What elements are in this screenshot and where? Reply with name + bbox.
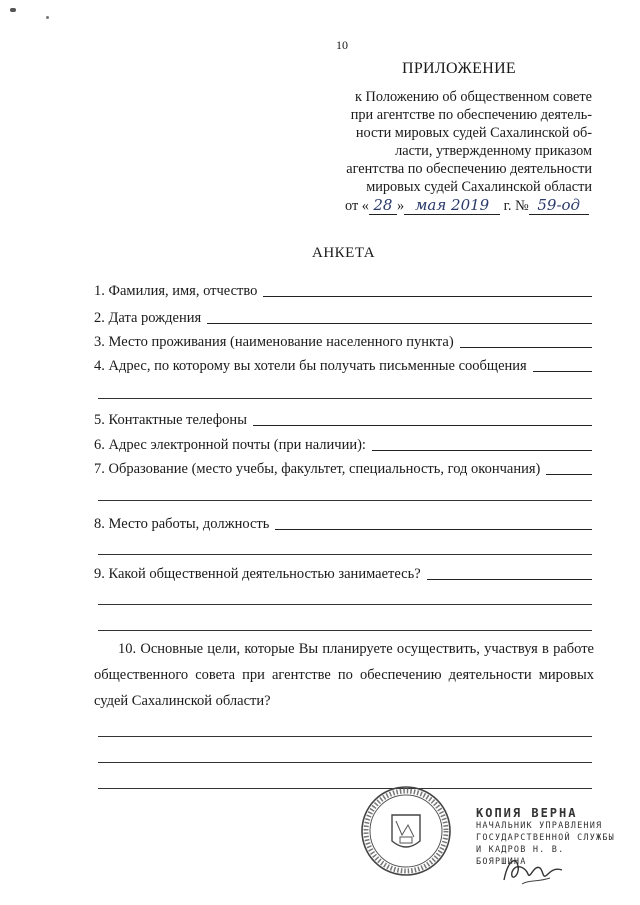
appendix-title: ПРИЛОЖЕНИЕ bbox=[402, 60, 517, 77]
appendix-line: мировых судей Сахалинской области bbox=[366, 179, 592, 195]
blank-line bbox=[98, 500, 592, 501]
round-seal-icon bbox=[360, 785, 452, 877]
blank-line bbox=[98, 762, 592, 763]
field-mail-address: 4. Адрес, по которому вы хотели бы получать письменные сообщения bbox=[94, 358, 592, 375]
scan-speck bbox=[10, 8, 16, 12]
blank-line bbox=[98, 788, 592, 789]
field-public-activity: 9. Какой общественной деятельностью занимаетесь? bbox=[94, 566, 592, 583]
field-residence: 3. Место проживания (наименование населенного пункта) bbox=[94, 334, 592, 351]
blank-line bbox=[98, 736, 592, 737]
form-title: АНКЕТА bbox=[312, 245, 376, 261]
field-full-name: 1. Фамилия, имя, отчество bbox=[94, 283, 592, 300]
appendix-line: к Положению об общественном совете bbox=[355, 89, 592, 105]
order-date-line: от « 28 » мая 2019 г. № 59-од bbox=[345, 196, 589, 215]
blank-line bbox=[98, 630, 592, 631]
appendix-line: ласти, утвержденному приказом bbox=[395, 143, 592, 159]
field-workplace: 8. Место работы, должность bbox=[94, 516, 592, 533]
question-10: 10. Основные цели, которые Вы планируете осуществить, участвуя в работе общественного совета при агентстве по обеспечению деятельности мировых судей Сахалинской области? bbox=[94, 641, 594, 709]
signature-icon bbox=[498, 850, 568, 890]
field-birth-date: 2. Дата рождения bbox=[94, 310, 592, 327]
blank-line bbox=[98, 554, 592, 555]
order-month-year: мая 2019 bbox=[404, 196, 500, 215]
blank-line bbox=[98, 604, 592, 605]
copy-certification-stamp: КОПИЯ ВЕРНА НАЧАЛЬНИК УПРАВЛЕНИЯ ГОСУДАРСТВЕННОЙ СЛУЖБЫ И КАДРОВ Н. В. БОЯРШИНА bbox=[476, 806, 615, 867]
appendix-line: ности мировых судей Сахалинской об- bbox=[355, 125, 592, 141]
field-phones: 5. Контактные телефоны bbox=[94, 412, 592, 429]
appendix-line: агентства по обеспечению деятельности bbox=[346, 161, 592, 177]
page-number: 10 bbox=[336, 38, 348, 52]
order-number: 59-од bbox=[529, 196, 589, 215]
field-education: 7. Образование (место учебы, факультет, специальность, год окончания) bbox=[94, 461, 592, 478]
field-email: 6. Адрес электронной почты (при наличии): bbox=[94, 437, 592, 454]
appendix-text bbox=[330, 88, 592, 196]
appendix-line: при агентстве по обеспечению деятель- bbox=[350, 107, 592, 123]
order-day: 28 bbox=[369, 196, 397, 215]
blank-line bbox=[98, 398, 592, 399]
scan-speck bbox=[46, 16, 49, 19]
